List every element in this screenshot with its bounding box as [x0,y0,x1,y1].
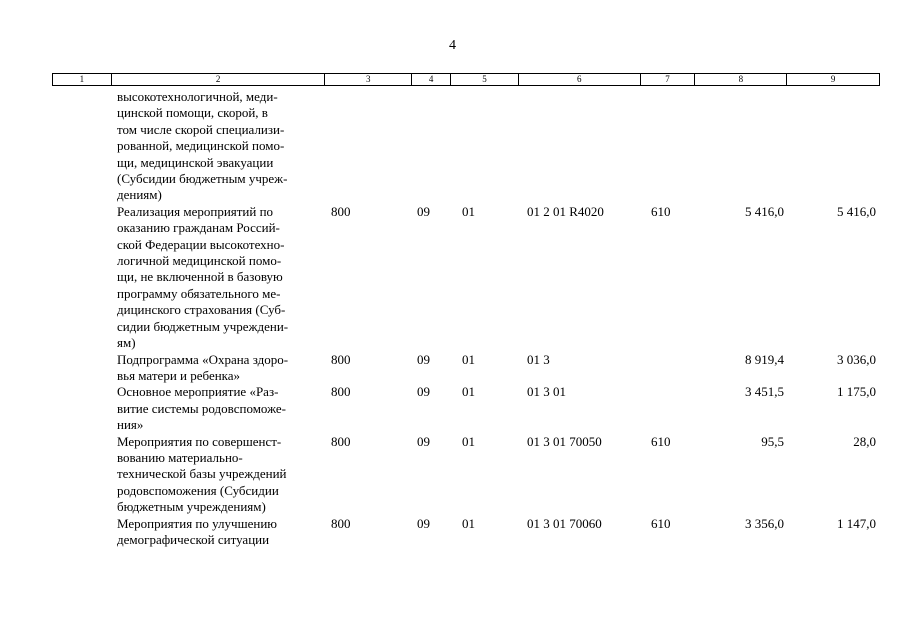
table-row [0,434,905,516]
description-line: том числе скорой специализи- [117,121,285,137]
section-code: 09 [417,433,430,449]
amount-col8: 3 451,5 [745,384,784,400]
description-line: вья матери и ребенка» [117,367,241,383]
row-description [117,204,322,352]
column-number-3: 3 [325,74,412,85]
description-line: щи, не включенной в базовую [117,269,283,285]
description-line: щи, медицинской эвакуации [117,154,274,170]
expense-type-code: 610 [651,515,671,531]
description-line: ям) [117,335,136,351]
subsection-code: 01 [462,384,475,400]
target-article-code: 01 2 01 R4020 [527,203,604,219]
subsection-code: 01 [462,433,475,449]
table-row [0,352,905,385]
description-line: сидии бюджетным учреждени- [117,318,289,334]
amount-col8: 95,5 [761,433,784,449]
table-row [0,384,905,433]
column-number-7: 7 [641,74,696,85]
description-line: родовспоможения (Субсидии [117,482,279,498]
column-number-1: 1 [53,74,112,85]
amount-col9: 1 175,0 [837,384,876,400]
description-line: Реализация мероприятий по [117,203,274,219]
page-number: 4 [449,38,456,53]
description-line: демографической ситуации [117,531,270,547]
description-line: Мероприятия по улучшению [117,515,277,531]
target-article-code: 01 3 01 [527,384,566,400]
row-description [117,434,322,516]
description-line: логичной медицинской помо- [117,253,282,269]
description-line: ской Федерации высокотехно- [117,236,285,252]
admin-code: 800 [331,203,351,219]
subsection-code: 01 [462,515,475,531]
description-line: технической базы учреждений [117,466,287,482]
amount-col9: 28,0 [853,433,876,449]
description-line: оказанию гражданам Россий- [117,220,280,236]
description-line: ния» [117,417,144,433]
description-line: дениям) [117,187,162,203]
target-article-code: 01 3 01 70050 [527,433,602,449]
row-description [117,384,322,433]
description-line: вованию материально- [117,449,243,465]
column-number-6: 6 [519,74,641,85]
amount-col8: 5 416,0 [745,203,784,219]
admin-code: 800 [331,384,351,400]
column-number-4: 4 [412,74,451,85]
table-row [0,516,905,549]
section-code: 09 [417,384,430,400]
target-article-code: 01 3 01 70060 [527,515,602,531]
table-row [0,204,905,352]
description-line: программу обязательного ме- [117,285,281,301]
amount-col9: 3 036,0 [837,351,876,367]
admin-code: 800 [331,351,351,367]
description-line: цинской помощи, скорой, в [117,105,268,121]
amount-col9: 5 416,0 [837,203,876,219]
column-number-5: 5 [451,74,519,85]
target-article-code: 01 3 [527,351,550,367]
subsection-code: 01 [462,203,475,219]
table-header-row [52,73,880,86]
table-row [0,89,905,204]
row-description [117,516,322,549]
description-line: высокотехнологичной, меди- [117,89,278,104]
row-description [117,352,322,385]
description-line: Мероприятия по совершенст- [117,433,282,449]
amount-col9: 1 147,0 [837,515,876,531]
expense-type-code: 610 [651,203,671,219]
section-code: 09 [417,515,430,531]
expense-type-code: 610 [651,433,671,449]
section-code: 09 [417,351,430,367]
description-line: Основное мероприятие «Раз- [117,384,279,400]
admin-code: 800 [331,433,351,449]
amount-col8: 8 919,4 [745,351,784,367]
column-number-9: 9 [830,74,836,84]
column-number-2: 2 [112,74,325,85]
description-line: Подпрограмма «Охрана здоро- [117,351,289,367]
amount-col8: 3 356,0 [745,515,784,531]
table-body [0,89,905,548]
description-line: (Субсидии бюджетным учреж- [117,171,288,187]
description-line: рованной, медицинской помо- [117,138,285,154]
section-code: 09 [417,203,430,219]
description-line: витие системы родовспоможе- [117,400,287,416]
column-number-8: 8 [695,74,787,85]
row-description [117,89,322,204]
subsection-code: 01 [462,351,475,367]
admin-code: 800 [331,515,351,531]
description-line: бюджетным учреждениям) [117,499,266,515]
description-line: дицинского страхования (Суб- [117,302,286,318]
